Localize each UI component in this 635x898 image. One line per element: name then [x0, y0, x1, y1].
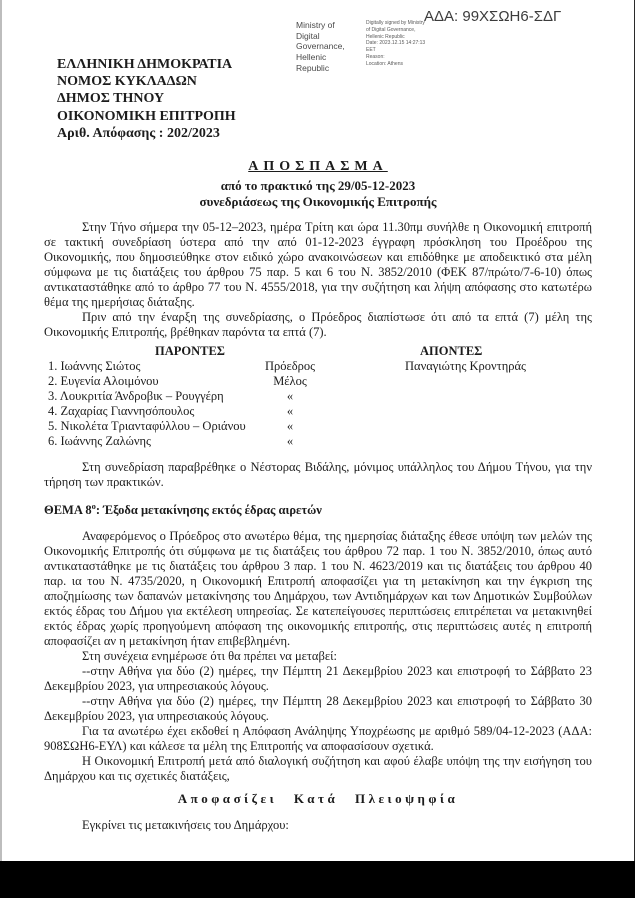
scan-bottom-bar: [0, 861, 635, 898]
attendee-name: 3. Λουκριτία Άνδροβικ – Ρουγγέρη: [48, 389, 224, 404]
title-block: [44, 159, 592, 210]
digital-signature-stamp: [296, 20, 444, 73]
signature-signer: [296, 20, 360, 73]
signature-detail-line: Hellenic Republic: [366, 33, 405, 40]
topic-heading: [44, 501, 592, 518]
signature-detail-line: EET: [366, 47, 376, 53]
paragraph-approval: Εγκρίνει τις μετακινήσεις του Δημάρχου:: [82, 818, 289, 833]
attendee-name: 6. Ιωάννης Ζαλώνης: [48, 434, 151, 449]
attendee-role: «: [286, 389, 294, 404]
attendee-role: Πρόεδρος: [264, 359, 316, 374]
doc-subtitle-2: συνεδριάσεως της Οικονομικής Επιτροπής: [199, 194, 437, 210]
topic-text: : Έξοδα μετακίνησης εκτός έδρας αιρετών: [95, 503, 322, 518]
attendee-role: «: [286, 404, 294, 419]
paragraph-secretary: Στη συνεδρίαση παραβρέθηκε ο Νέστορας Βιδάλης, μόνιμος υπάλληλος του Δήμου Τήνου, για την τήρηση των πρακτικών.: [44, 460, 592, 490]
doc-subtitle-1: από το πρακτικό της 29/05-12-2023: [220, 177, 416, 193]
attendee-role: Μέλος: [273, 374, 307, 389]
attendee-name: 2. Ευγενία Αλοιμόνου: [48, 374, 159, 389]
page-left-edge: [0, 0, 2, 898]
attendee-name: 4. Ζαχαρίας Γιαννησόπουλος: [48, 404, 195, 419]
doc-title: ΑΠΟΣΠΑΣΜΑ: [248, 159, 388, 174]
signature-detail-line: Date: 2023.12.15 14:27:13: [366, 40, 426, 47]
signature-signer-line: Ministry of Digital: [296, 20, 335, 41]
paragraph-trip-1: --στην Αθήνα για δύο (2) ημέρες, την Πέμπτη 21 Δεκεμβρίου 2023 και επιστροφή το Σάββατο 23 Δεκεμβρίου 2023, για υπηρεσιακούς λόγους.: [44, 664, 592, 694]
attendee-role: «: [286, 434, 294, 449]
decision-number: Αριθ. Απόφασης : 202/2023: [57, 125, 220, 141]
present-header: ΠΑΡΟΝΤΕΣ: [155, 344, 225, 359]
paragraph-main-body: Αναφερόμενος ο Πρόεδρος στο ανωτέρω θέμα, της ημερησίας διάταξης έθεσε υπόψη των μελών της Οικονομικής Επιτροπής ότι σύμφωνα με τις διατάξεις του άρθρου 72 παρ. 1 του Ν. 3852/2010, όπως αυτό αντικαταστάθηκε με τις διατάξεις του άρθρου 3 παρ. 1 του Ν. 4623/2019 και τις διατάξεις του άρθρου 40 παρ. ια του Ν. 4735/2020, η Οικονομική Επιτροπή αποφασίζει για τη μετακίνηση και την έγκριση της αποζημίωσης των δαπανών μετακίνησης του Δημάρχου, των Αντιδημάρχων και των Δημοτικών Συμβούλων εκτός έδρας του Δήμου για εκτέλεση υπηρεσίας. Σε κατεπείγουσες περιπτώσεις επιτρέπεται να μετακινηθεί εκτός έδρας χωρίς προηγούμενη απόφαση της οικονομικής επιτροπής, στις περιπτώσεις αυτές η επιτροπή αποφασίζει αν η μετακίνηση ήταν επιβεβλημένη.: [44, 529, 592, 649]
topic-prefix: ΘΕΜΑ 8: [44, 503, 92, 518]
signature-signer-line: Hellenic Republic: [296, 51, 330, 73]
signature-details: [366, 20, 444, 73]
document-body: [44, 159, 592, 833]
topic-ordinal: ο: [91, 501, 96, 512]
signature-signer-line: Governance,: [296, 41, 345, 52]
signature-detail-line: Digitally signed by Ministry: [366, 20, 425, 26]
paragraph-commitment: Για τα ανωτέρω έχει εκδοθεί η Απόφαση Ανάληψης Υποχρέωσης με αριθμό 589/04-12-2023 (ΑΔΑ: 908ΣΩΗ6-ΕΥΛ) και κάλεσε τα μέλη της Επιτροπής να αποφασίσουν σχετικά.: [44, 724, 592, 754]
letterhead-line-prefecture: ΝΟΜΟΣ ΚΥΚΛΑΔΩΝ: [57, 74, 197, 90]
letterhead-line-municipality: ΔΗΜΟΣ ΤΗΝΟΥ: [57, 91, 165, 107]
paragraph-quorum: Πριν από την έναρξη της συνεδρίασης, ο Πρόεδρος διαπίστωσε ότι από τα επτά (7) μέλη της Οικονομικής Επιτροπής, βρέθηκαν παρόντα τα επτά (7).: [44, 310, 592, 340]
signature-detail-line: Reason:: [366, 53, 385, 60]
ada-code: ΑΔΑ: 99ΧΣΩΗ6-ΣΔΓ: [424, 8, 562, 25]
attendee-name: 1. Ιωάννης Σιώτος: [48, 359, 141, 374]
attendance-table: [44, 344, 592, 449]
letterhead-line-republic: ΕΛΛΗΝΙΚΗ ΔΗΜΟΚΡΑΤΙΑ: [57, 57, 233, 72]
absent-name: Παναγιώτης Κροντηράς: [405, 359, 526, 374]
signature-detail-line: Location: Athens: [366, 60, 403, 67]
paragraph-session-intro: Στην Τήνο σήμερα την 05-12–2023, ημέρα Τρίτη και ώρα 11.30πμ συνήλθε η Οικονομική επιτροπή σε τακτική συνεδρίαση ύστερα από την από 01-12-2023 έγγραφη πρόσκληση του Προέδρου της Οικονομικής, που δημοσιεύθηκε στον ειδικό χώρο ανακοινώσεων και επιδόθηκε με αποδεικτικό στα μέλη σύμφωνα με τις διατάξεις του άρθρου 75 παρ. 5 και 6 του Ν. 3852/2010 (ΦΕΚ 87/πρώτο/7-6-10) όπως αντικαταστάθηκε από το άρθρο 77 του Ν. 4555/2018, για την συζήτηση και λήψη απόφασης στο κατωτέρω θέμα της ημερήσιας διάταξης.: [44, 220, 592, 310]
paragraph-trip-2: --στην Αθήνα για δύο (2) ημέρες, την Πέμπτη 28 Δεκεμβρίου 2023 και επιστροφή το Σάββατο 30 Δεκεμβρίου 2023, για υπηρεσιακούς λόγους.: [44, 694, 592, 724]
signature-detail-line: of Digital Governance,: [366, 26, 416, 33]
attendee-name: 5. Νικολέτα Τριανταφύλλου – Οριάνου: [48, 419, 246, 434]
paragraph-deliberation: Η Οικονομική Επιτροπή μετά από διαλογική συζήτηση και αφού έλαβε υπόψη της την εισήγηση του Δημάρχου και τις σχετικές διατάξεις,: [44, 754, 592, 784]
letterhead-line-committee: ΟΙΚΟΝΟΜΙΚΗ ΕΠΙΤΡΟΠΗ: [57, 108, 236, 124]
absent-header: ΑΠΟΝΤΕΣ: [420, 344, 483, 359]
paragraph-inform: Στη συνέχεια ενημέρωσε ότι θα πρέπει να μεταβεί:: [82, 649, 337, 664]
decision-heading: Αποφασίζει Κατά Πλειοψηφία: [177, 791, 459, 807]
letterhead: [57, 56, 236, 142]
attendee-role: «: [286, 419, 294, 434]
